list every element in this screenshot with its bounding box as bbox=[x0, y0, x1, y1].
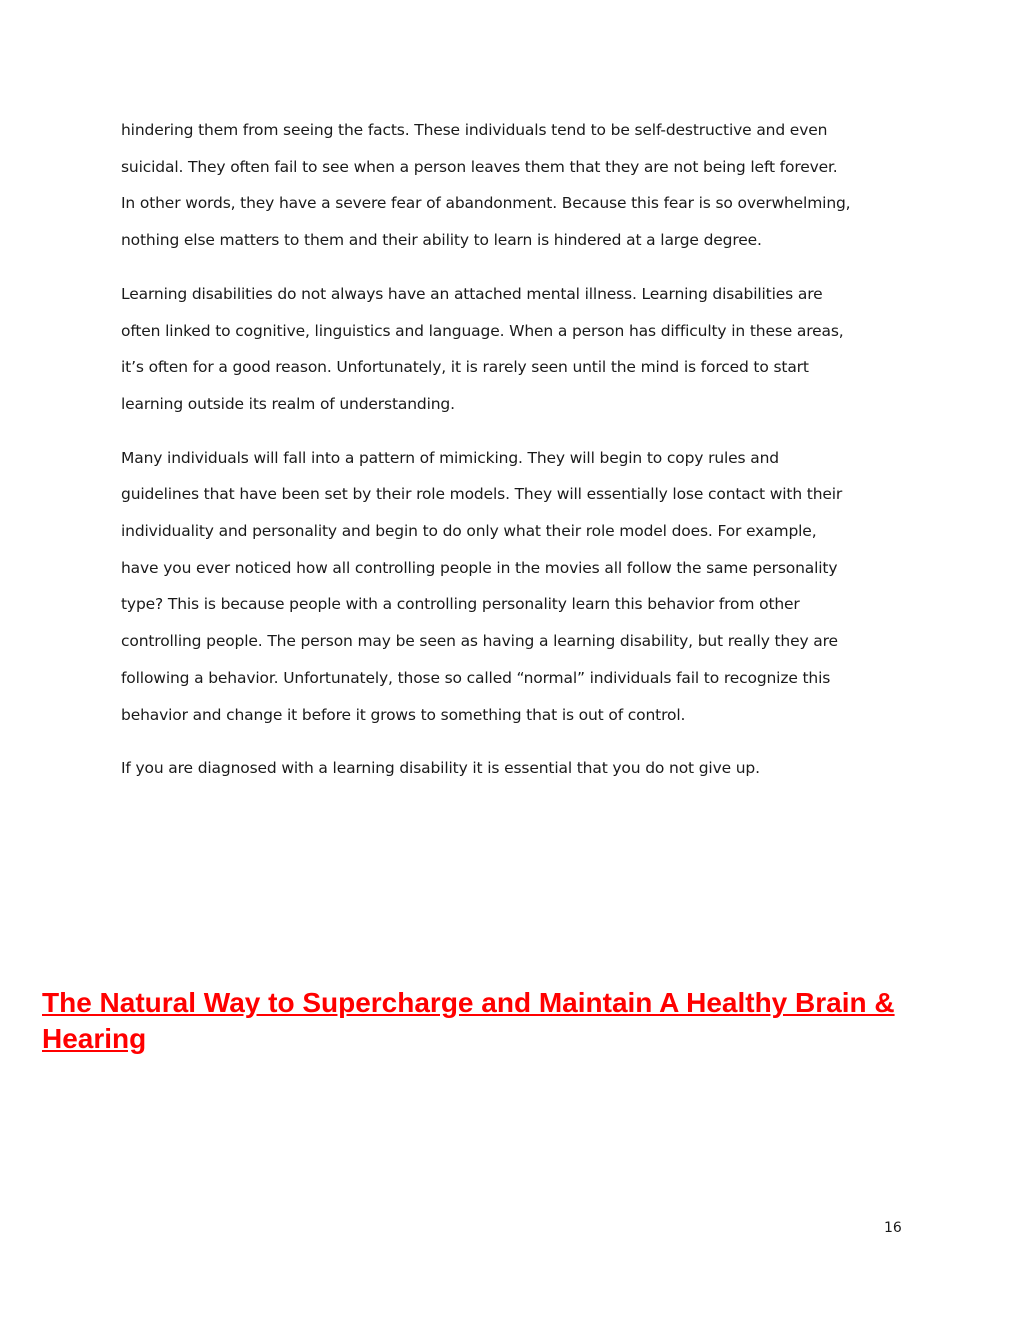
paragraph bbox=[121, 440, 921, 734]
text-line: In other words, they have a severe fear of abandonment. Because this fear is so overwhelming, bbox=[121, 194, 851, 213]
text-line: If you are diagnosed with a learning disability it is essential that you do not give up. bbox=[121, 759, 760, 778]
text-line: guidelines that have been set by their role models. They will essentially lose contact with their bbox=[121, 485, 843, 504]
text-line: individuality and personality and begin to do only what their role model does. For example, bbox=[121, 522, 817, 541]
text-line: have you ever noticed how all controlling people in the movies all follow the same personality bbox=[121, 558, 838, 577]
body-text bbox=[121, 112, 921, 804]
text-line: it’s often for a good reason. Unfortunately, it is rarely seen until the mind is forced to start bbox=[121, 358, 809, 377]
paragraph bbox=[121, 112, 921, 259]
text-line: often linked to cognitive, linguistics and language. When a person has difficulty in these areas, bbox=[121, 321, 844, 340]
paragraph bbox=[121, 750, 921, 787]
heading-line: Hearing bbox=[42, 1023, 147, 1054]
section-heading-link[interactable] bbox=[42, 985, 1002, 1057]
text-line: following a behavior. Unfortunately, those so called “normal” individuals fail to recognize this bbox=[121, 668, 831, 687]
text-line: type? This is because people with a controlling personality learn this behavior from other bbox=[121, 595, 800, 614]
text-line: Learning disabilities do not always have an attached mental illness. Learning disabilities are bbox=[121, 284, 823, 303]
text-line: Many individuals will fall into a pattern of mimicking. They will begin to copy rules and bbox=[121, 448, 779, 467]
page-number: 16 bbox=[884, 1220, 902, 1236]
text-line: learning outside its realm of understanding. bbox=[121, 394, 455, 413]
text-line: behavior and change it before it grows to something that is out of control. bbox=[121, 705, 686, 724]
paragraph bbox=[121, 276, 921, 423]
text-line: hindering them from seeing the facts. These individuals tend to be self-destructive and even bbox=[121, 121, 828, 139]
text-line: controlling people. The person may be seen as having a learning disability, but really they are bbox=[121, 632, 838, 651]
heading-line: The Natural Way to Supercharge and Maintain A Healthy Brain & bbox=[42, 987, 895, 1018]
text-line: nothing else matters to them and their ability to learn is hindered at a large degree. bbox=[121, 231, 762, 250]
text-line: suicidal. They often fail to see when a person leaves them that they are not being left forever. bbox=[121, 157, 838, 176]
